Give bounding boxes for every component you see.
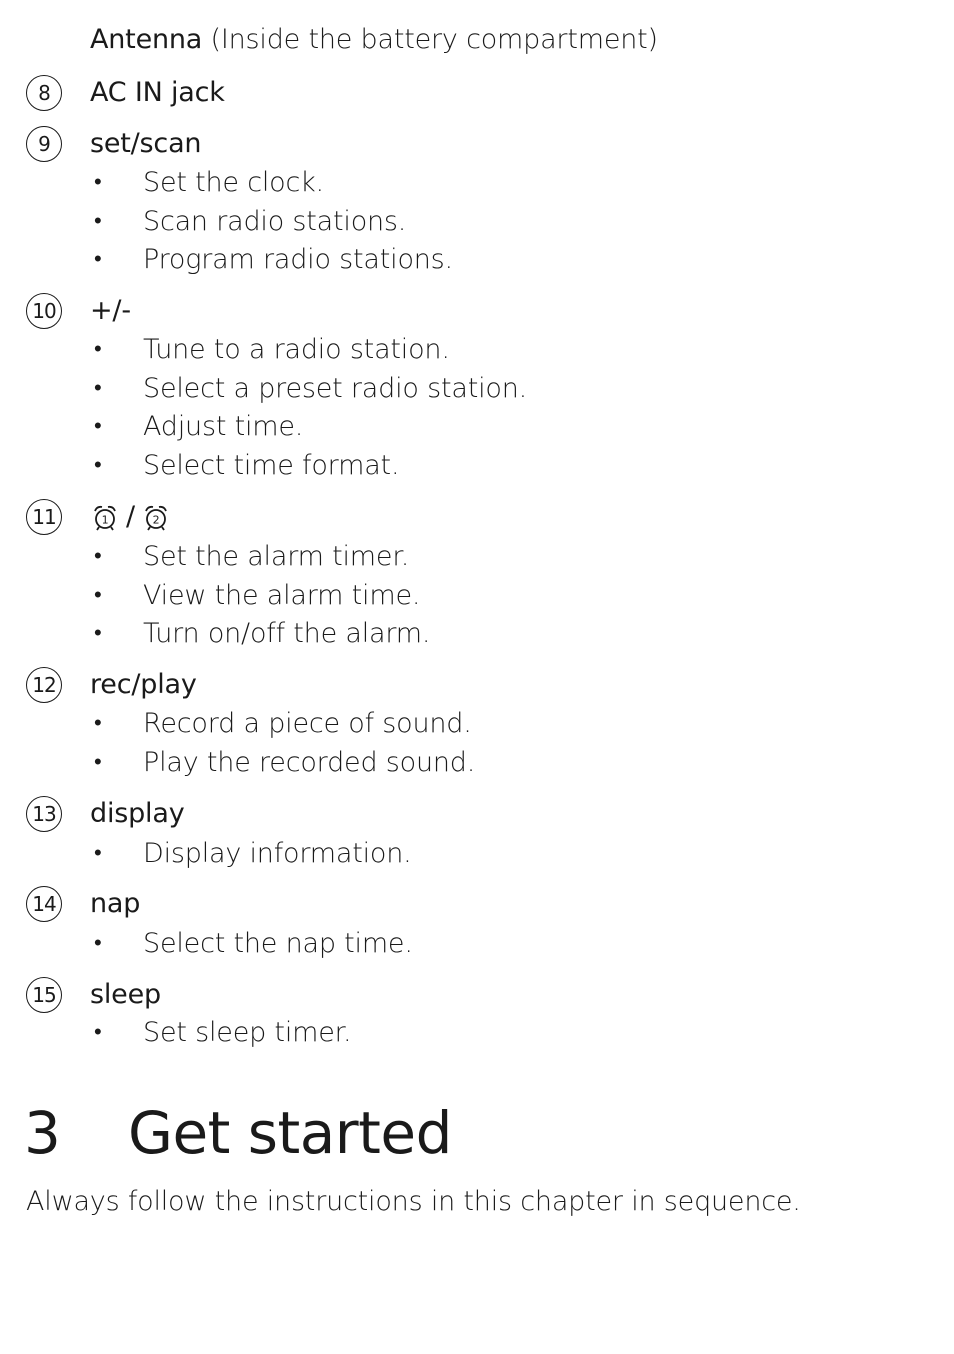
bullet-icon: •	[94, 337, 102, 362]
bullet-icon: •	[94, 170, 102, 195]
bullet-icon: •	[94, 582, 102, 608]
alarm-2-icon	[141, 502, 171, 532]
manual-page: Antenna (Inside the battery compartment) 8 AC IN jack 9 set/scan • Set the clock. • Scan radio stations. • Program radio stations. 10 +/- • Tune to a radio station. • Select a preset radio station. • Adjust time. • Select time format. 11 1 / 2 • Set the alarm timer. • View the alarm time. • Turn on/off the alarm. 12 rec/play • Record a piece of sound. • Play the recorded sound. 13 display • Display information. 14 nap • Select the nap time. 15 sleep • Set sleep timer. 3 Get started Always follow the instructions in this chapter in sequence.	[24, 24, 801, 1217]
item-number-badge: 15	[26, 977, 62, 1013]
item-term: nap	[90, 888, 141, 919]
bullet-icon: •	[94, 931, 102, 956]
item-term: rec/play	[90, 669, 197, 700]
item-term: sleep	[90, 979, 161, 1010]
bullet-icon: •	[94, 544, 102, 569]
item-number-badge: 13	[26, 796, 62, 832]
item-term: set/scan	[90, 128, 202, 159]
item-number-badge: 12	[26, 667, 62, 703]
item-number-badge: 11	[26, 499, 62, 535]
item-number-badge: 10	[26, 293, 62, 329]
icon-separator: /	[126, 501, 135, 532]
alarm-icons	[90, 499, 171, 535]
bullet-icon: •	[94, 841, 102, 866]
bullet-icon: •	[94, 208, 102, 234]
bullet-icon: •	[94, 375, 102, 401]
bullet-icon: •	[94, 621, 102, 647]
antenna-line	[90, 24, 658, 55]
item-term: AC IN jack	[90, 77, 225, 108]
bullet-icon: •	[94, 247, 102, 273]
alarm-1-icon	[90, 502, 120, 532]
antenna-note: (Inside the battery compartment)	[210, 24, 658, 55]
item-number-badge: 8	[26, 75, 62, 111]
item-number-badge: 14	[26, 886, 62, 922]
bullet-icon: •	[94, 414, 102, 440]
antenna-term: Antenna	[90, 24, 203, 55]
chapter-intro-text: Always follow the instructions in this chapter in sequence.	[26, 1186, 801, 1217]
chapter-number: 3	[24, 1099, 61, 1167]
chapter-title: Get started	[128, 1099, 452, 1167]
bullet-icon: •	[94, 1020, 102, 1045]
item-number-badge: 9	[26, 126, 62, 162]
svg-text:2: 2	[152, 513, 160, 527]
item-term: display	[90, 798, 185, 829]
item-term: +/-	[90, 295, 131, 326]
bullet-icon: •	[94, 711, 102, 736]
bullet-icon: •	[94, 453, 102, 479]
bullet-icon: •	[94, 749, 102, 775]
svg-text:1: 1	[101, 513, 109, 527]
